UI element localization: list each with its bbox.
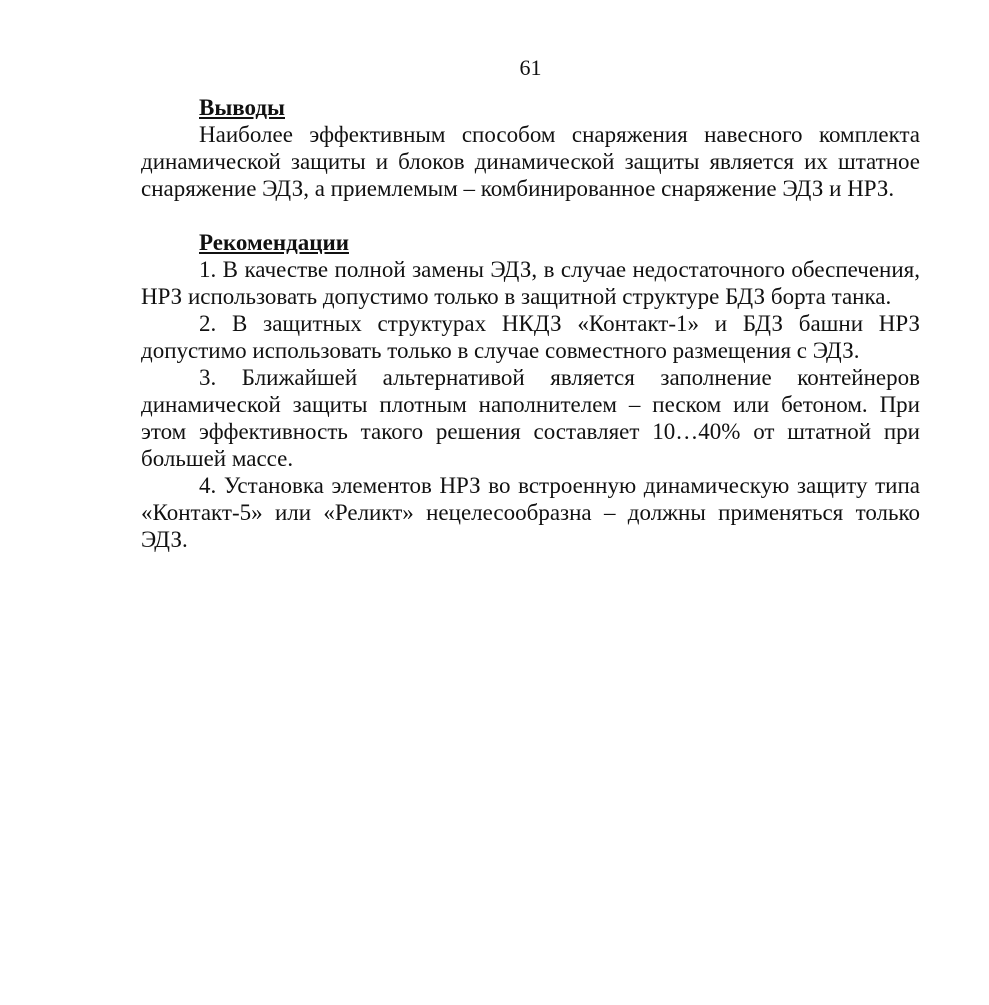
conclusions-paragraph: Наиболее эффективным способом снаряжения навесного комплекта динамической защиты и блоков динамической защиты является их штатное снаряжение ЭДЗ, а приемлемым – комбинированное снаряжение ЭДЗ и НРЗ. <box>141 122 920 201</box>
recommendation-item-4: 4. Установка элементов НРЗ во встроенную динамическую защиту типа «Контакт-5» или «Реликт» нецелесообразна – должны применяться только ЭДЗ. <box>141 473 920 552</box>
section-heading-recommendations <box>141 229 920 256</box>
section-heading-conclusions <box>141 94 920 121</box>
recommendation-item-2: 2. В защитных структурах НКДЗ «Контакт-1» и БДЗ башни НРЗ допустимо использовать только в случае совместного размещения с ЭДЗ. <box>141 311 920 363</box>
recommendation-item-3: 3. Ближайшей альтернативой является заполнение контейнеров динамической защиты плотным наполнителем – песком или бетоном. При этом эффективность такого решения составляет 10…40% от штатной при большей массе. <box>141 365 920 471</box>
section-recommendations <box>141 229 920 553</box>
recommendation-item-1: 1. В качестве полной замены ЭДЗ, в случае недостаточного обеспечения, НРЗ использовать допустимо только в защитной структуре БДЗ борта танка. <box>141 257 920 309</box>
section-heading-conclusions-text: Выводы <box>199 95 285 120</box>
section-heading-recommendations-text: Рекомендации <box>199 230 349 255</box>
page-number: 61 <box>519 55 542 80</box>
section-conclusions <box>141 94 920 202</box>
